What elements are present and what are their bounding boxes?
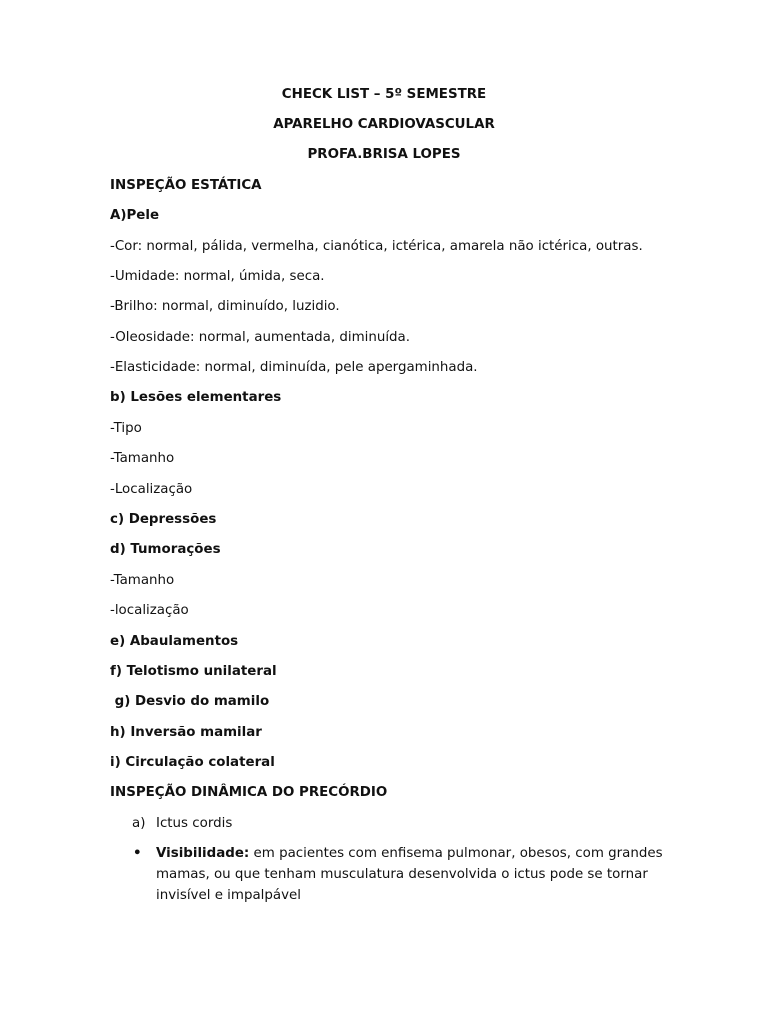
subheading-lesions: b) Lesões elementares bbox=[110, 390, 282, 405]
skin-elasticity-item: -Elasticidade: normal, diminuída, pele apergaminhada. bbox=[110, 360, 478, 375]
tumor-size-item: -Tamanho bbox=[110, 573, 175, 588]
document-subtitle: APARELHO CARDIOVASCULAR bbox=[273, 117, 495, 132]
subheading-nipple-inversion: h) Inversão mamilar bbox=[110, 725, 262, 740]
lesion-location-item: -Localização bbox=[110, 482, 193, 497]
skin-color-item: -Cor: normal, pálida, vermelha, cianótica, ictérica, amarela não ictérica, outras. bbox=[110, 239, 643, 254]
skin-moisture-item: -Umidade: normal, úmida, seca. bbox=[110, 269, 325, 284]
visibility-paragraph bbox=[156, 843, 676, 906]
subheading-telotism: f) Telotismo unilateral bbox=[110, 664, 277, 679]
ictus-cordis-item: Ictus cordis bbox=[156, 816, 233, 831]
subheading-collateral-circulation: i) Circulação colateral bbox=[110, 755, 275, 770]
subheading-skin: A)Pele bbox=[110, 208, 160, 223]
lesion-type-item: -Tipo bbox=[110, 421, 142, 436]
section-heading-dynamic: INSPEÇÃO DINÂMICA DO PRECÓRDIO bbox=[110, 785, 388, 800]
professor-name: PROFA.BRISA LOPES bbox=[307, 147, 461, 162]
subheading-nipple-deviation: g) Desvio do mamilo bbox=[110, 694, 270, 709]
document-title: CHECK LIST – 5º SEMESTRE bbox=[281, 87, 487, 102]
visibility-text: em pacientes com enfisema pulmonar, obesos, com grandes mamas, ou que tenham musculatura desenvolvida o ictus pode se tornar invisível e impalpável bbox=[156, 846, 663, 903]
subheading-tumors: d) Tumorações bbox=[110, 542, 221, 557]
subheading-bulges: e) Abaulamentos bbox=[110, 634, 239, 649]
section-heading-static: INSPEÇÃO ESTÁTICA bbox=[110, 178, 262, 193]
bullet-marker: • bbox=[133, 846, 142, 861]
lesion-size-item: -Tamanho bbox=[110, 451, 175, 466]
skin-oiliness-item: -Oleosidade: normal, aumentada, diminuída. bbox=[110, 330, 411, 345]
tumor-location-item: -localização bbox=[110, 603, 189, 618]
subheading-depressions: c) Depressões bbox=[110, 512, 217, 527]
visibility-label: Visibilidade: bbox=[156, 846, 250, 861]
skin-shine-item: -Brilho: normal, diminuído, luzidio. bbox=[110, 299, 340, 314]
list-marker-a: a) bbox=[132, 816, 146, 831]
